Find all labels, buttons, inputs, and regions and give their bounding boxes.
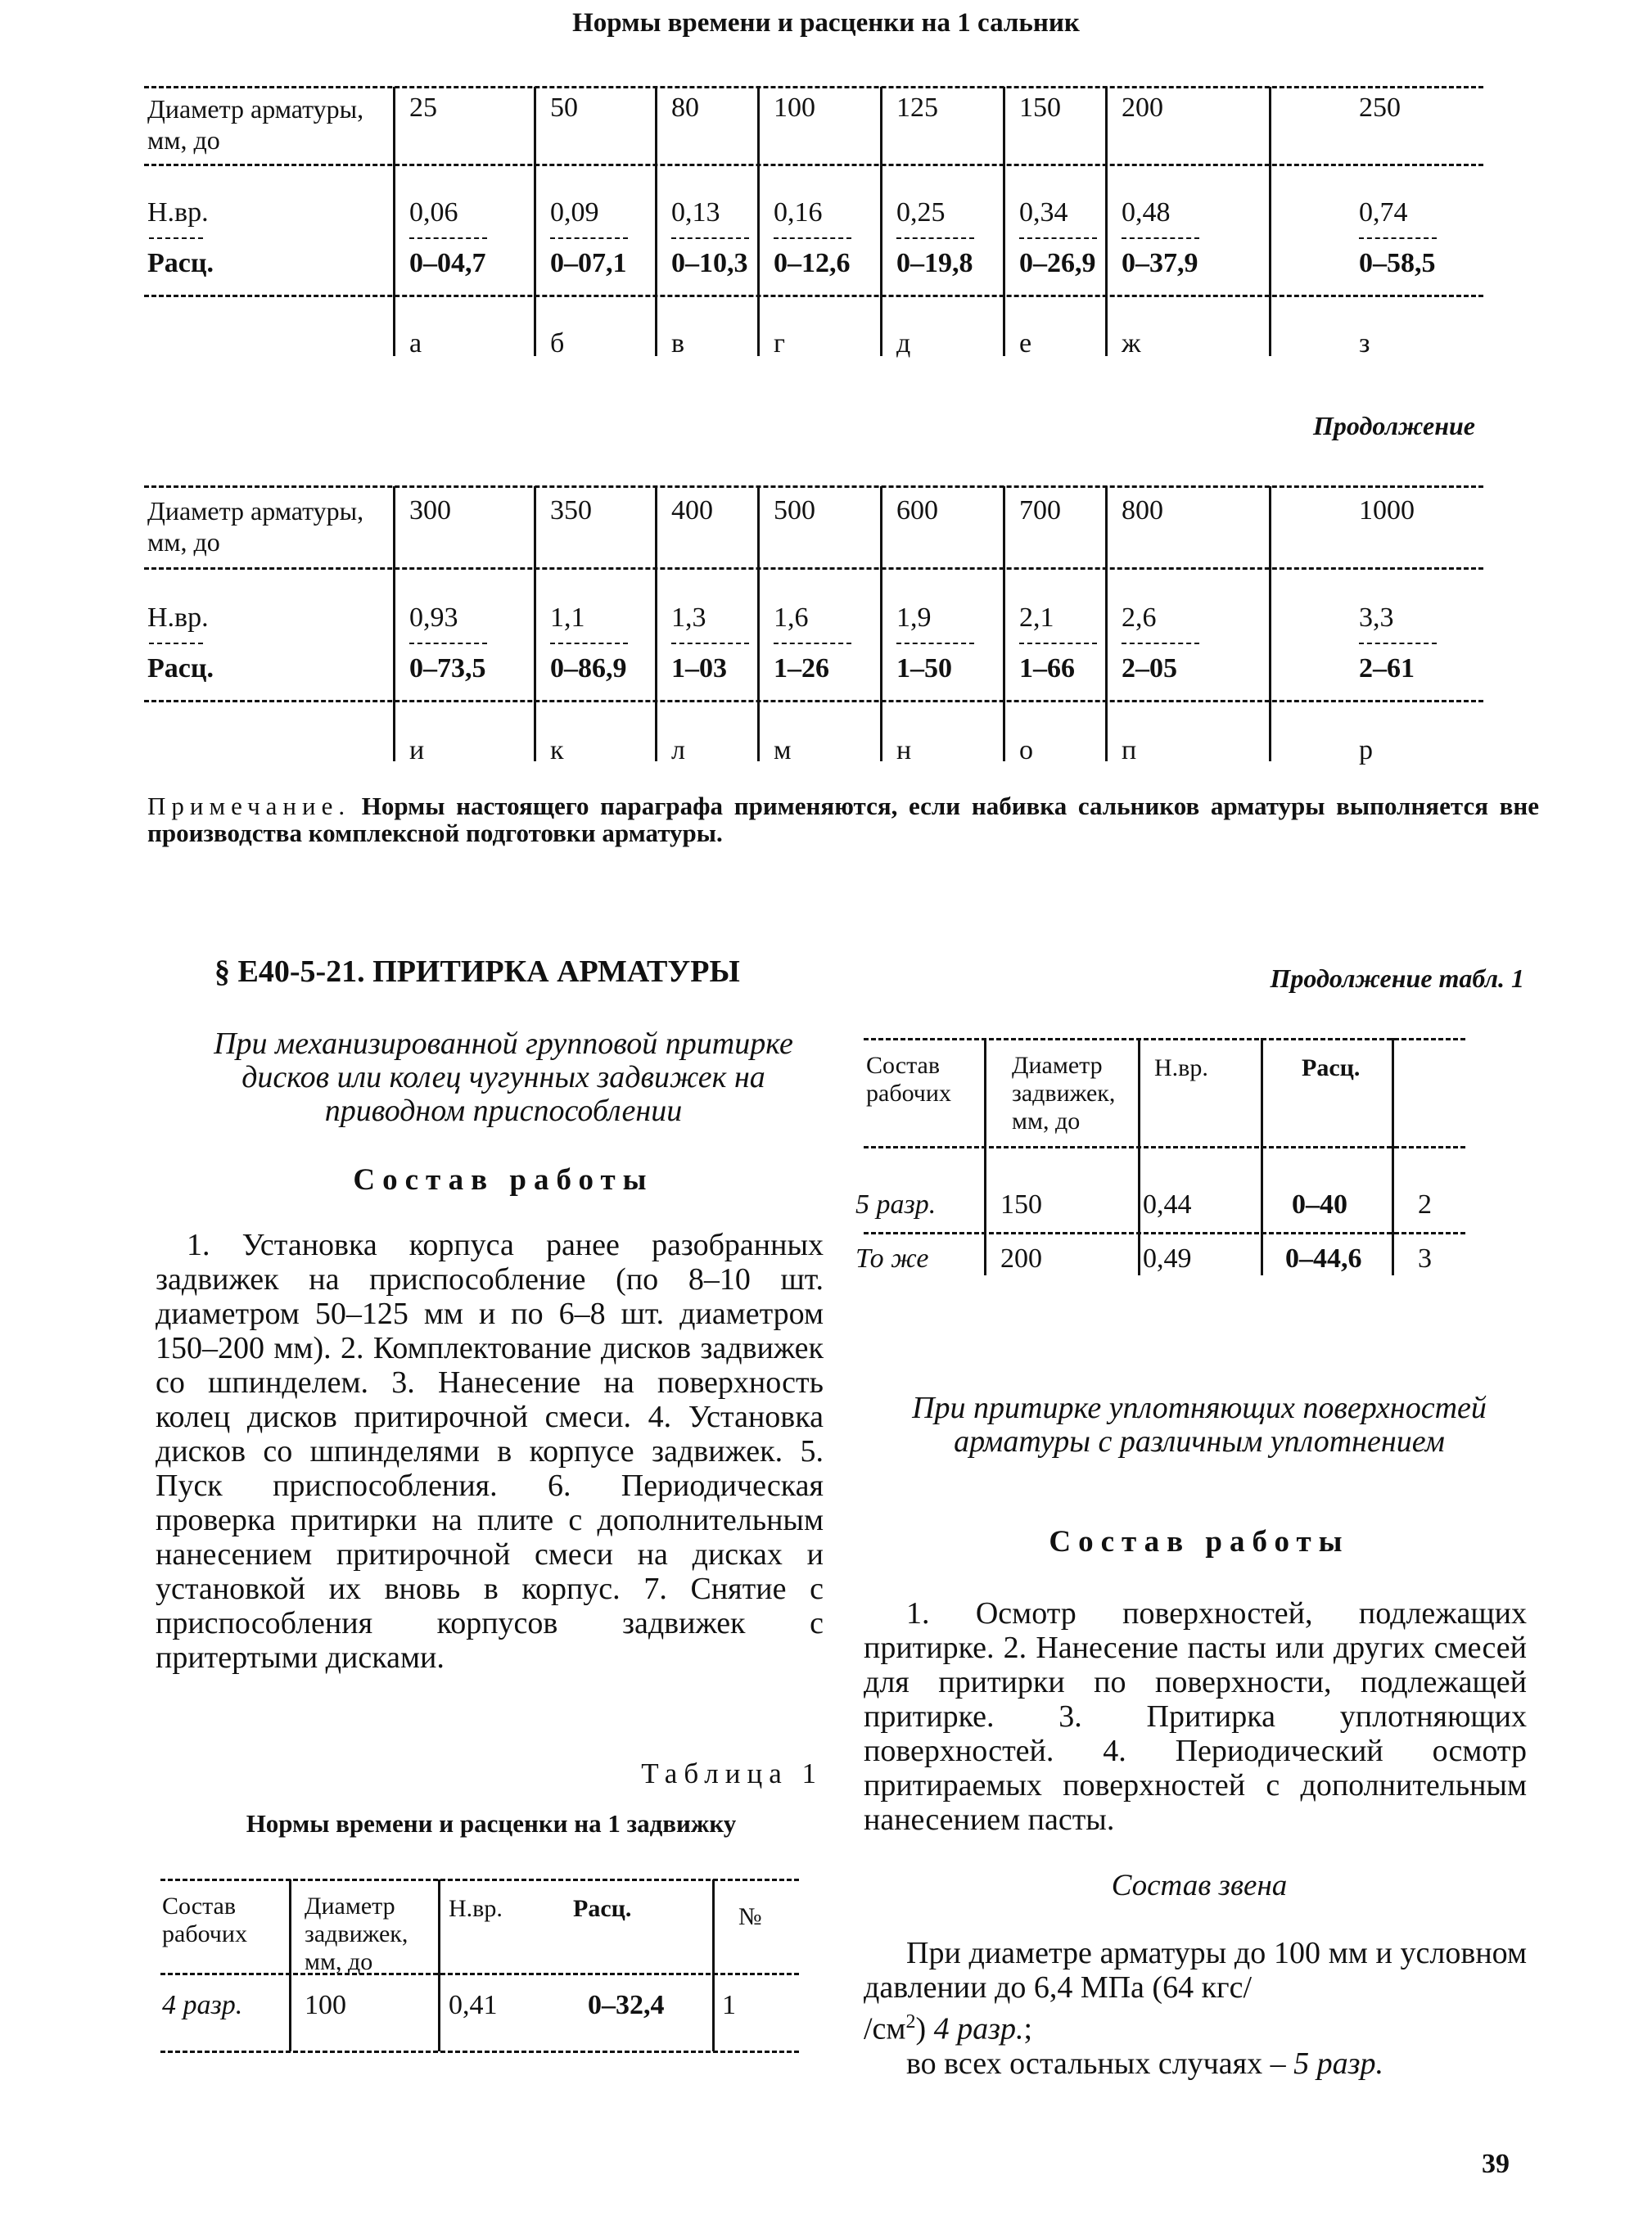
t2-diameter-3: 500	[774, 495, 815, 526]
t2-letter-1: к	[550, 735, 564, 765]
td-rasc-2: 0–44,6	[1285, 1243, 1362, 1274]
t1-rasc-3: 0–12,6	[774, 248, 851, 278]
crew-line-2-a: /см	[864, 2011, 906, 2046]
td-nvr: 0,41	[449, 1990, 498, 2020]
td-nvr-2: 0,49	[1143, 1243, 1192, 1274]
row-label-nvr: Н.вр.	[147, 197, 209, 228]
column-divider	[1105, 87, 1108, 356]
column-divider	[393, 486, 395, 761]
th-sostav: Состав рабочих	[866, 1052, 951, 1107]
td-rasc: 0–32,4	[588, 1990, 665, 2020]
header-diameter: Диаметр арматуры, мм, до	[147, 496, 364, 557]
t2-rasc-7: 2–61	[1359, 653, 1415, 684]
t2-nvr-1: 1,1	[550, 602, 585, 633]
t1-diameter-3: 100	[774, 92, 815, 123]
t1-nvr-0: 0,06	[409, 197, 458, 228]
t2-nvr-2: 1,3	[671, 602, 706, 633]
fraction-line	[409, 237, 487, 239]
t1-nvr-4: 0,25	[896, 197, 946, 228]
t2-rasc-5: 1–66	[1019, 653, 1075, 684]
table-label: Таблица 1	[641, 1757, 823, 1789]
t2-letter-4: н	[896, 735, 912, 765]
td-sostav-2: То же	[855, 1243, 929, 1274]
fraction-line	[671, 643, 749, 644]
td-num-2: 3	[1418, 1243, 1432, 1274]
th-num: №	[738, 1903, 762, 1930]
t2-diameter-7: 1000	[1359, 495, 1415, 526]
t1-nvr-5: 0,34	[1019, 197, 1068, 228]
t1-diameter-6: 200	[1122, 92, 1163, 123]
crew-heading: Состав звена	[1111, 1869, 1288, 1902]
work-text-left: 1. Установка корпуса ранее разобранных задвижек на приспособление (по 8–10 шт. диаметром 50–125 мм и по 6–8 шт. диаметром 150–200 мм). 2. Комплектование дисков задвижек со шпинделем. 3. Нанесение на поверхность колец дисков притирочной смеси. 4. Установка дисков со шпинделями в корпусе задвижек. 5. Пуск приспособления. 6. Периодическая проверка притирки на плите с дополнительным нанесением притирочной смеси на дисках и установкой их вновь в корпус. 7. Снятие с приспособления корпусов задвижек с притертыми дисками.	[156, 1228, 824, 1675]
crew-line-2-sup: 2	[905, 2011, 916, 2033]
t2-diameter-5: 700	[1019, 495, 1061, 526]
note-text: Нормы настоящего параграфа применяются, если набивка сальников арматуры выполняется вне производства комплексной подготовки арматуры.	[147, 792, 1540, 847]
th-sostav: Состав рабочих	[162, 1893, 247, 1947]
t2-rasc-2: 1–03	[671, 653, 727, 684]
work-text-right: 1. Осмотр поверхностей, подлежащих притирке. 2. Нанесение пасты или других смесей для притирки по поверхности, подлежащей притирке. 3. Притирка уплотняющих поверхностей. 4. Периодический осмотр притираемых поверхностей с дополнительным нанесением пасты.	[864, 1596, 1527, 1837]
crew-text	[864, 1936, 1527, 2081]
t2-diameter-2: 400	[671, 495, 713, 526]
column-divider	[1003, 486, 1005, 761]
t1-nvr-3: 0,16	[774, 197, 823, 228]
t2-nvr-6: 2,6	[1122, 602, 1157, 633]
t2-nvr-3: 1,6	[774, 602, 809, 633]
th-diametr: Диаметр задвижек, мм, до	[1012, 1052, 1116, 1135]
t1-letter-0: а	[409, 328, 422, 359]
t1-nvr-6: 0,48	[1122, 197, 1171, 228]
crew-line-2-c: ;	[1023, 2011, 1033, 2046]
crew-line-2-b: )	[915, 2011, 934, 2046]
th-diametr: Диаметр задвижек, мм, до	[305, 1893, 408, 1975]
t1-diameter-0: 25	[409, 92, 437, 123]
td-num-1: 2	[1418, 1189, 1432, 1220]
fraction-line	[774, 643, 851, 644]
t2-nvr-4: 1,9	[896, 602, 932, 633]
work-heading-right: Состав работы	[1049, 1525, 1350, 1559]
td-nvr-1: 0,44	[1143, 1189, 1192, 1220]
page-number: 39	[1482, 2149, 1510, 2179]
td-diam: 100	[305, 1990, 346, 2020]
t2-letter-2: л	[671, 735, 685, 765]
td-diam-2: 200	[1000, 1243, 1042, 1274]
t1-rasc-7: 0–58,5	[1359, 248, 1436, 278]
column-divider	[534, 486, 536, 761]
t1-nvr-2: 0,13	[671, 197, 720, 228]
t2-letter-3: м	[774, 735, 792, 765]
crew-line-1: При диаметре арматуры до 100 мм и условном давлении до 6,4 МПа (64 кгс/	[864, 1936, 1527, 2005]
fraction-line	[409, 643, 487, 644]
t1-nvr-7: 0,74	[1359, 197, 1408, 228]
t1-letter-2: в	[671, 328, 685, 359]
th-nvr: Н.вр.	[449, 1895, 503, 1922]
th-nvr: Н.вр.	[1154, 1054, 1208, 1081]
t1-rasc-4: 0–19,8	[896, 248, 973, 278]
t1-letter-1: б	[550, 328, 565, 359]
fraction-line	[1019, 643, 1097, 644]
fraction-line	[1359, 237, 1437, 239]
column-divider	[1269, 87, 1271, 356]
t1-nvr-1: 0,09	[550, 197, 599, 228]
fraction-line	[671, 237, 749, 239]
t1-diameter-5: 150	[1019, 92, 1061, 123]
crew-line-2-i: 4 разр.	[933, 2011, 1024, 2046]
fraction-line	[1122, 237, 1199, 239]
td-sostav-1: 5 разр.	[855, 1189, 937, 1220]
crew-line-2	[864, 2005, 1527, 2046]
t1-rasc-2: 0–10,3	[671, 248, 748, 278]
work-heading-left: Состав работы	[353, 1163, 654, 1197]
section-subtitle-left: При механизированной групповой притирке дисков или колец чугунных задвижек на приводном приспособлении	[214, 1027, 793, 1128]
t2-rasc-1: 0–86,9	[550, 653, 627, 684]
t2-rasc-3: 1–26	[774, 653, 829, 684]
column-divider	[655, 486, 657, 761]
t2-diameter-0: 300	[409, 495, 451, 526]
note	[147, 792, 1539, 846]
fraction-line	[774, 237, 851, 239]
table-title-left: Нормы времени и расценки на 1 задвижку	[246, 1809, 737, 1838]
th-rasc: Расц.	[573, 1895, 632, 1922]
t2-rasc-6: 2–05	[1122, 653, 1177, 684]
section-title: § Е40-5-21. ПРИТИРКА АРМАТУРЫ	[214, 954, 740, 989]
column-divider	[1003, 87, 1005, 356]
crew-line-3-a: во всех остальных случаях –	[906, 2046, 1294, 2081]
t1-letter-4: д	[896, 328, 911, 359]
t2-letter-7: р	[1359, 735, 1373, 765]
t2-letter-6: п	[1122, 735, 1137, 765]
td-num: 1	[722, 1990, 736, 2020]
td-sostav: 4 разр.	[162, 1990, 243, 2020]
continuation-table1: Продолжение табл. 1	[1270, 963, 1524, 993]
fraction-line	[896, 643, 974, 644]
t1-rasc-5: 0–26,9	[1019, 248, 1096, 278]
t2-diameter-4: 600	[896, 495, 938, 526]
fraction-line	[1019, 237, 1097, 239]
t2-rasc-0: 0–73,5	[409, 653, 486, 684]
t2-nvr-5: 2,1	[1019, 602, 1054, 633]
fraction-line	[896, 237, 974, 239]
section-subtitle-right: При притирке уплотняющих поверхностей арматуры с различным уплотнением	[912, 1391, 1487, 1459]
t1-letter-5: е	[1019, 328, 1032, 359]
row-label-rasc: Расц.	[147, 248, 214, 278]
t1-letter-6: ж	[1122, 328, 1141, 359]
t2-diameter-1: 350	[550, 495, 592, 526]
fraction-line	[550, 237, 628, 239]
t2-nvr-7: 3,3	[1359, 602, 1394, 633]
column-divider	[534, 87, 536, 356]
t1-rasc-0: 0–04,7	[409, 248, 486, 278]
note-label: Примечание.	[147, 792, 351, 820]
crew-line-3-i: 5 разр.	[1293, 2046, 1383, 2081]
t1-rasc-1: 0–07,1	[550, 248, 627, 278]
column-divider	[1105, 486, 1108, 761]
t1-rasc-6: 0–37,9	[1122, 248, 1198, 278]
t1-diameter-7: 250	[1359, 92, 1401, 123]
t2-letter-0: и	[409, 735, 425, 765]
column-divider	[880, 486, 882, 761]
column-divider	[1269, 486, 1271, 761]
t1-letter-3: г	[774, 328, 785, 359]
crew-line-3	[864, 2046, 1527, 2081]
t2-nvr-0: 0,93	[409, 602, 458, 633]
fraction-line	[1122, 643, 1199, 644]
fraction-line	[1359, 643, 1437, 644]
column-divider	[393, 87, 395, 356]
th-rasc: Расц.	[1302, 1054, 1361, 1081]
continuation-label: Продолжение	[1313, 411, 1475, 440]
t1-diameter-4: 125	[896, 92, 938, 123]
column-divider	[757, 87, 760, 356]
td-rasc-1: 0–40	[1292, 1189, 1347, 1220]
t2-diameter-6: 800	[1122, 495, 1163, 526]
header-diameter: Диаметр арматуры, мм, до	[147, 94, 364, 155]
td-diam-1: 150	[1000, 1189, 1042, 1220]
table-title-top: Нормы времени и расценки на 1 сальник	[572, 8, 1080, 38]
row-label-rasc: Расц.	[147, 653, 214, 684]
t1-diameter-1: 50	[550, 92, 578, 123]
column-divider	[757, 486, 760, 761]
row-label-nvr: Н.вр.	[147, 602, 209, 633]
column-divider	[655, 87, 657, 356]
column-divider	[880, 87, 882, 356]
t2-letter-5: о	[1019, 735, 1033, 765]
t1-letter-7: з	[1359, 328, 1370, 359]
t2-rasc-4: 1–50	[896, 653, 952, 684]
t1-diameter-2: 80	[671, 92, 699, 123]
fraction-line	[550, 643, 628, 644]
